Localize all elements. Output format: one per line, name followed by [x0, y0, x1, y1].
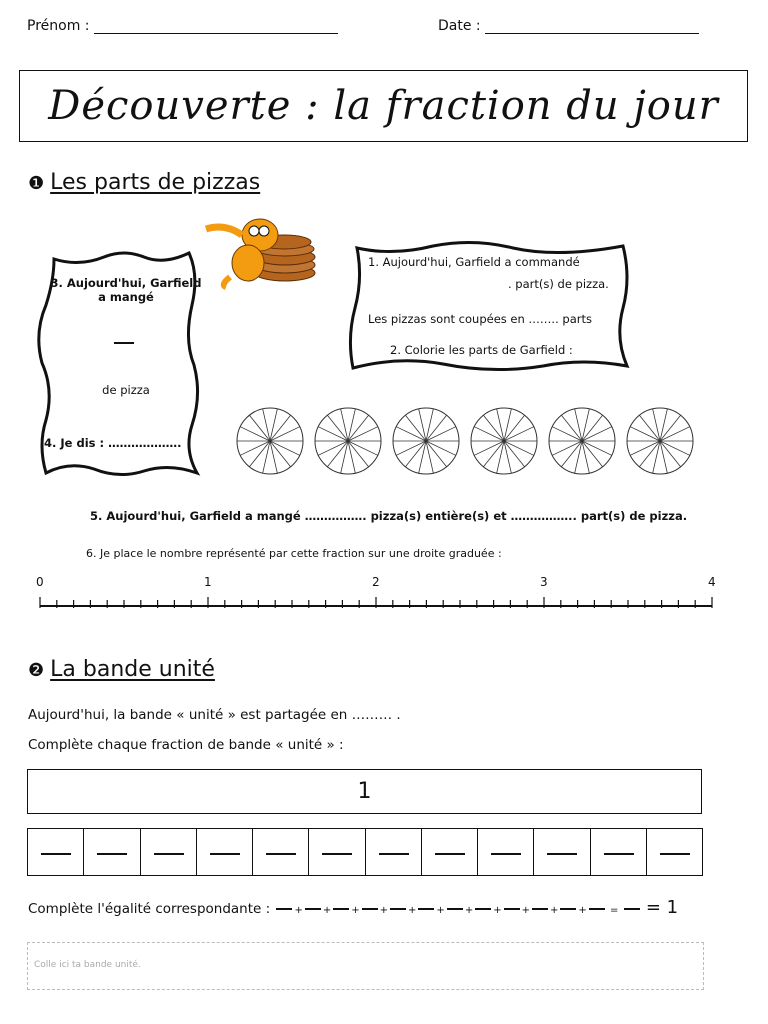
equality-fraction[interactable]	[362, 908, 378, 910]
plus-sign: +	[351, 905, 360, 916]
fraction-bar	[435, 853, 465, 855]
band-part-6[interactable]	[308, 828, 365, 876]
band-part-10[interactable]	[533, 828, 590, 876]
page-title: Découverte : la fraction du jour	[48, 83, 719, 129]
section-2-heading	[28, 657, 215, 682]
number-line-label-4: 4	[708, 575, 716, 589]
band-part-7[interactable]	[365, 828, 422, 876]
prenom-field[interactable]	[27, 18, 338, 34]
date-label: Date :	[438, 18, 481, 34]
fraction-bar	[547, 853, 577, 855]
number-line-label-1: 1	[204, 575, 212, 589]
equality-fraction[interactable]	[447, 908, 463, 910]
date-line	[485, 19, 699, 34]
section-1-title: Les parts de pizzas	[50, 170, 261, 195]
pizza-5[interactable]	[549, 408, 615, 474]
equality-result: = 1	[645, 897, 679, 918]
equality-fraction[interactable]	[560, 908, 576, 910]
number-line-label-0: 0	[36, 575, 44, 589]
plus-sign: +	[379, 905, 389, 916]
unit-band-label: 1	[357, 779, 372, 804]
equality-fraction[interactable]	[532, 908, 548, 910]
band-part-3[interactable]	[140, 828, 197, 876]
fraction-bar	[41, 853, 71, 855]
equality-fraction[interactable]	[333, 908, 349, 910]
plus-sign: +	[294, 905, 303, 916]
number-line[interactable]	[30, 592, 735, 612]
equality-fraction[interactable]	[475, 908, 491, 910]
pizza-2[interactable]	[315, 408, 381, 474]
equality-total-fraction[interactable]	[624, 908, 640, 910]
equality-fraction[interactable]	[276, 908, 292, 910]
unit-band	[27, 769, 702, 814]
pizza-3[interactable]	[393, 408, 459, 474]
pizza-row	[235, 405, 705, 477]
question-6: 6. Je place le nombre représenté par cette fraction sur une droite graduée :	[86, 547, 502, 560]
band-parts-sentence: Aujourd'hui, la bande « unité » est partagée en ……… .	[28, 707, 401, 723]
section-1-heading	[28, 170, 260, 195]
equality-fraction[interactable]	[504, 908, 520, 910]
band-part-2[interactable]	[83, 828, 140, 876]
plus-sign: +	[578, 905, 587, 916]
band-part-1[interactable]	[27, 828, 84, 876]
pizza-4[interactable]	[471, 408, 537, 474]
equals-sign: =	[606, 905, 622, 916]
right-bubble-line1: 1. Aujourd'hui, Garfield a commandé	[368, 255, 580, 269]
plus-sign: +	[521, 905, 530, 916]
equality-fraction[interactable]	[390, 908, 406, 910]
left-bubble-je-dis: 4. Je dis : ……………….	[44, 436, 182, 450]
prenom-line	[94, 19, 338, 34]
fraction-bar	[322, 853, 352, 855]
band-part-11[interactable]	[590, 828, 647, 876]
band-part-4[interactable]	[196, 828, 253, 876]
fraction-bar	[379, 853, 409, 855]
left-bubble-line2: a mangé	[98, 290, 154, 304]
title-box	[19, 70, 748, 142]
fraction-bar	[210, 853, 240, 855]
band-part-12[interactable]	[646, 828, 703, 876]
left-bubble-de-pizza: de pizza	[102, 383, 150, 397]
equality-fraction[interactable]	[589, 908, 605, 910]
equality-fraction[interactable]	[305, 908, 321, 910]
fraction-bar	[660, 853, 690, 855]
band-part-8[interactable]	[421, 828, 478, 876]
fraction-bar	[114, 342, 134, 344]
plus-sign: +	[493, 905, 502, 916]
plus-sign: +	[464, 905, 474, 916]
band-part-9[interactable]	[477, 828, 534, 876]
fraction-bar	[97, 853, 127, 855]
pizza-1[interactable]	[237, 408, 303, 474]
pizza-6[interactable]	[627, 408, 693, 474]
garfield-image	[200, 205, 320, 290]
paste-area-label: Colle ici ta bande unité.	[34, 960, 141, 970]
band-part-5[interactable]	[252, 828, 309, 876]
plus-sign: +	[436, 905, 445, 916]
equality-fraction[interactable]	[418, 908, 434, 910]
equality-terms[interactable]	[274, 901, 641, 917]
fraction-bar	[491, 853, 521, 855]
equality-label: Complète l'égalité correspondante :	[28, 901, 271, 917]
equality-line	[28, 897, 678, 918]
fraction-bar	[154, 853, 184, 855]
number-line-label-2: 2	[372, 575, 380, 589]
right-bubble-line2: . part(s) de pizza.	[508, 277, 609, 291]
question-5: 5. Aujourd'hui, Garfield a mangé ……………. pizza(s) entière(s) et …………….. part(s) de pizza.	[90, 509, 688, 523]
plus-sign: +	[322, 905, 332, 916]
fraction-bar	[604, 853, 634, 855]
section-2-title: La bande unité	[50, 657, 215, 682]
section-2-number: ❷	[28, 660, 45, 681]
plus-sign: +	[408, 905, 417, 916]
fraction-bar	[266, 853, 296, 855]
section-1-number: ❶	[28, 173, 45, 194]
right-bubble-line3: Les pizzas sont coupées en …….. parts	[368, 312, 592, 326]
prenom-label: Prénom :	[27, 18, 90, 34]
band-instruction: Complète chaque fraction de bande « unité » :	[28, 737, 344, 753]
left-bubble-line1: 3. Aujourd'hui, Garfield	[50, 276, 202, 290]
right-bubble-line4: 2. Colorie les parts de Garfield :	[390, 343, 573, 357]
plus-sign: +	[549, 905, 559, 916]
paste-area	[27, 942, 704, 990]
number-line-label-3: 3	[540, 575, 548, 589]
date-field[interactable]	[438, 18, 699, 34]
